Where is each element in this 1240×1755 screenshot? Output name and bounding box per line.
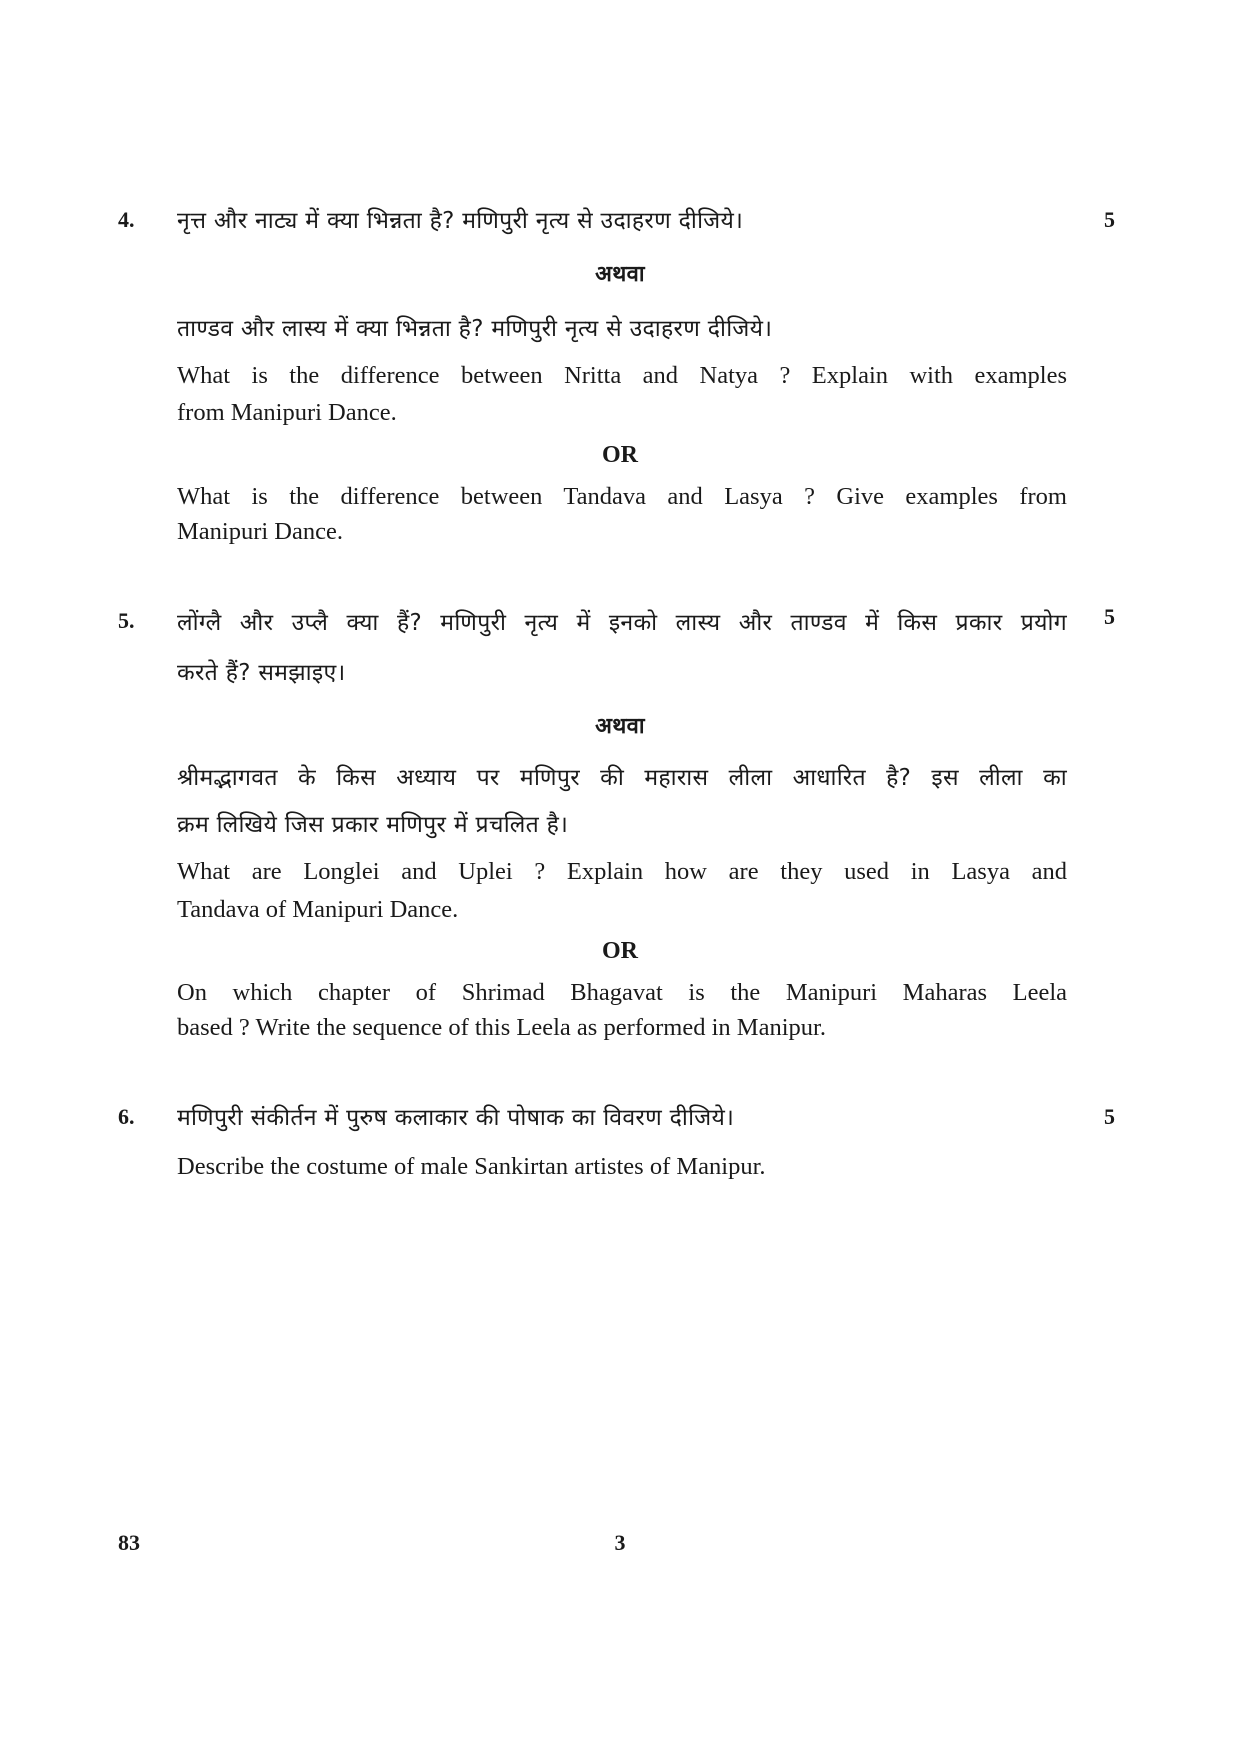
question-marks: 5 [1104,207,1115,232]
question-number: 5. [118,608,135,633]
question-hindi-line: मणिपुरी संकीर्तन में पुरुष कलाकार की पोषाक का विवरण दीजिये। [177,1105,735,1131]
alternative-english-line: On which chapter of Shrimad Bhagavat is the Manipuri Maharas Leela [177,979,1067,1006]
page-number: 3 [614,1530,626,1555]
alternative-hindi-line: श्रीमद्भागवत के किस अध्याय पर मणिपुर की महारास लीला आधारित है? इस लीला का [177,765,1067,791]
question-english-line: from Manipuri Dance. [177,399,397,426]
alternative-hindi-line: ताण्डव और लास्य में क्या भिन्नता है? मणिपुरी नृत्य से उदाहरण दीजिये। [177,316,773,342]
question-number: 4. [118,207,135,232]
or-separator-hindi: अथवा [595,262,645,287]
question-number: 6. [118,1104,135,1129]
alternative-english-line: based ? Write the sequence of this Leela as performed in Manipur. [177,1014,826,1041]
or-separator-english: OR [602,938,638,964]
or-separator-english: OR [602,442,638,468]
alternative-hindi-line: क्रम लिखिये जिस प्रकार मणिपुर में प्रचलित है। [177,812,569,838]
question-hindi-line: करते हैं? समझाइए। [177,660,346,686]
alternative-english-line: What is the difference between Tandava and Lasya ? Give examples from [177,483,1067,510]
question-marks: 5 [1104,1104,1115,1129]
question-hindi-line: लोंग्लै और उप्लै क्या हैं? मणिपुरी नृत्य में इनको लास्य और ताण्डव में किस प्रकार प्रयोग [177,610,1067,636]
question-hindi-line: नृत्त और नाट्य में क्या भिन्नता है? मणिपुरी नृत्य से उदाहरण दीजिये। [177,208,744,234]
question-marks: 5 [1104,604,1115,629]
alternative-english-line: Manipuri Dance. [177,518,343,545]
question-english-line: What are Longlei and Uplei ? Explain how are they used in Lasya and [177,858,1067,885]
question-english-line: Tandava of Manipuri Dance. [177,896,459,923]
question-english-line: What is the difference between Nritta and Natya ? Explain with examples [177,362,1067,389]
paper-code: 83 [118,1530,140,1555]
or-separator-hindi: अथवा [595,714,645,739]
question-english-line: Describe the costume of male Sankirtan artistes of Manipur. [177,1153,766,1180]
